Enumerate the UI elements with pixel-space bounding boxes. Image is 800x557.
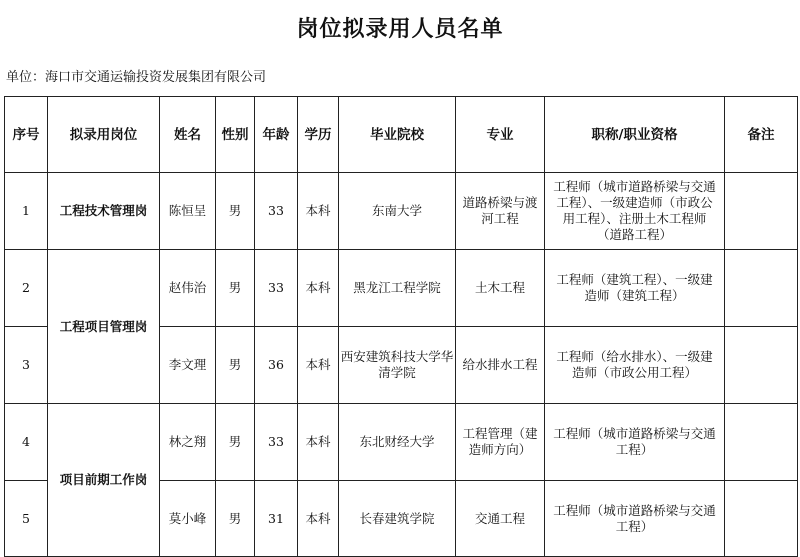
table-row <box>5 173 798 250</box>
cell-no: 3 <box>5 327 48 404</box>
cell-remark <box>725 327 798 404</box>
header-post: 拟录用岗位 <box>48 97 160 173</box>
cell-major: 道路桥梁与渡河工程 <box>456 173 545 250</box>
unit-label: 单位：海口市交通运输投资发展集团有限公司 <box>6 70 267 85</box>
header-age: 年龄 <box>255 97 298 173</box>
cell-qualification: 工程师（给水排水）、一级建造师（市政公用工程） <box>545 327 725 404</box>
cell-school: 东南大学 <box>339 173 456 250</box>
candidate-table <box>4 96 798 557</box>
cell-qualification: 工程师（城市道路桥梁与交通工程） <box>545 404 725 481</box>
cell-post: 工程项目管理岗 <box>48 250 160 404</box>
cell-gender: 男 <box>216 327 255 404</box>
cell-gender: 男 <box>216 250 255 327</box>
cell-no: 2 <box>5 250 48 327</box>
cell-school: 东北财经大学 <box>339 404 456 481</box>
cell-name: 莫小峰 <box>160 481 216 557</box>
cell-remark <box>725 481 798 557</box>
cell-remark <box>725 404 798 481</box>
header-name: 姓名 <box>160 97 216 173</box>
table-row <box>5 250 798 327</box>
cell-education: 本科 <box>298 327 339 404</box>
cell-remark <box>725 173 798 250</box>
cell-qualification: 工程师（建筑工程）、一级建造师（建筑工程） <box>545 250 725 327</box>
cell-major: 工程管理（建造师方向） <box>456 404 545 481</box>
cell-major: 交通工程 <box>456 481 545 557</box>
header-gender: 性别 <box>216 97 255 173</box>
cell-gender: 男 <box>216 173 255 250</box>
cell-education: 本科 <box>298 481 339 557</box>
cell-no: 1 <box>5 173 48 250</box>
cell-age: 33 <box>255 173 298 250</box>
cell-school: 黑龙江工程学院 <box>339 250 456 327</box>
header-education: 学历 <box>298 97 339 173</box>
cell-no: 5 <box>5 481 48 557</box>
cell-age: 36 <box>255 327 298 404</box>
cell-age: 31 <box>255 481 298 557</box>
cell-name: 李文理 <box>160 327 216 404</box>
header-school: 毕业院校 <box>339 97 456 173</box>
cell-name: 陈恒呈 <box>160 173 216 250</box>
cell-name: 林之翔 <box>160 404 216 481</box>
cell-school: 西安建筑科技大学华清学院 <box>339 327 456 404</box>
header-no: 序号 <box>5 97 48 173</box>
cell-qualification: 工程师（城市道路桥梁与交通工程）、一级建造师（市政公用工程）、注册土木工程师（道路工程） <box>545 173 725 250</box>
cell-major: 土木工程 <box>456 250 545 327</box>
cell-education: 本科 <box>298 250 339 327</box>
header-remark: 备注 <box>725 97 798 173</box>
cell-age: 33 <box>255 250 298 327</box>
table-row <box>5 404 798 481</box>
cell-post: 工程技术管理岗 <box>48 173 160 250</box>
header-major: 专业 <box>456 97 545 173</box>
cell-education: 本科 <box>298 173 339 250</box>
cell-major: 给水排水工程 <box>456 327 545 404</box>
cell-no: 4 <box>5 404 48 481</box>
cell-school: 长春建筑学院 <box>339 481 456 557</box>
cell-qualification: 工程师（城市道路桥梁与交通工程） <box>545 481 725 557</box>
cell-age: 33 <box>255 404 298 481</box>
header-qualification: 职称/职业资格 <box>545 97 725 173</box>
cell-post: 项目前期工作岗 <box>48 404 160 557</box>
table-header-row <box>5 97 798 173</box>
cell-name: 赵伟治 <box>160 250 216 327</box>
page-title: 岗位拟录用人员名单 <box>296 17 504 42</box>
cell-education: 本科 <box>298 404 339 481</box>
cell-gender: 男 <box>216 404 255 481</box>
cell-remark <box>725 250 798 327</box>
cell-gender: 男 <box>216 481 255 557</box>
